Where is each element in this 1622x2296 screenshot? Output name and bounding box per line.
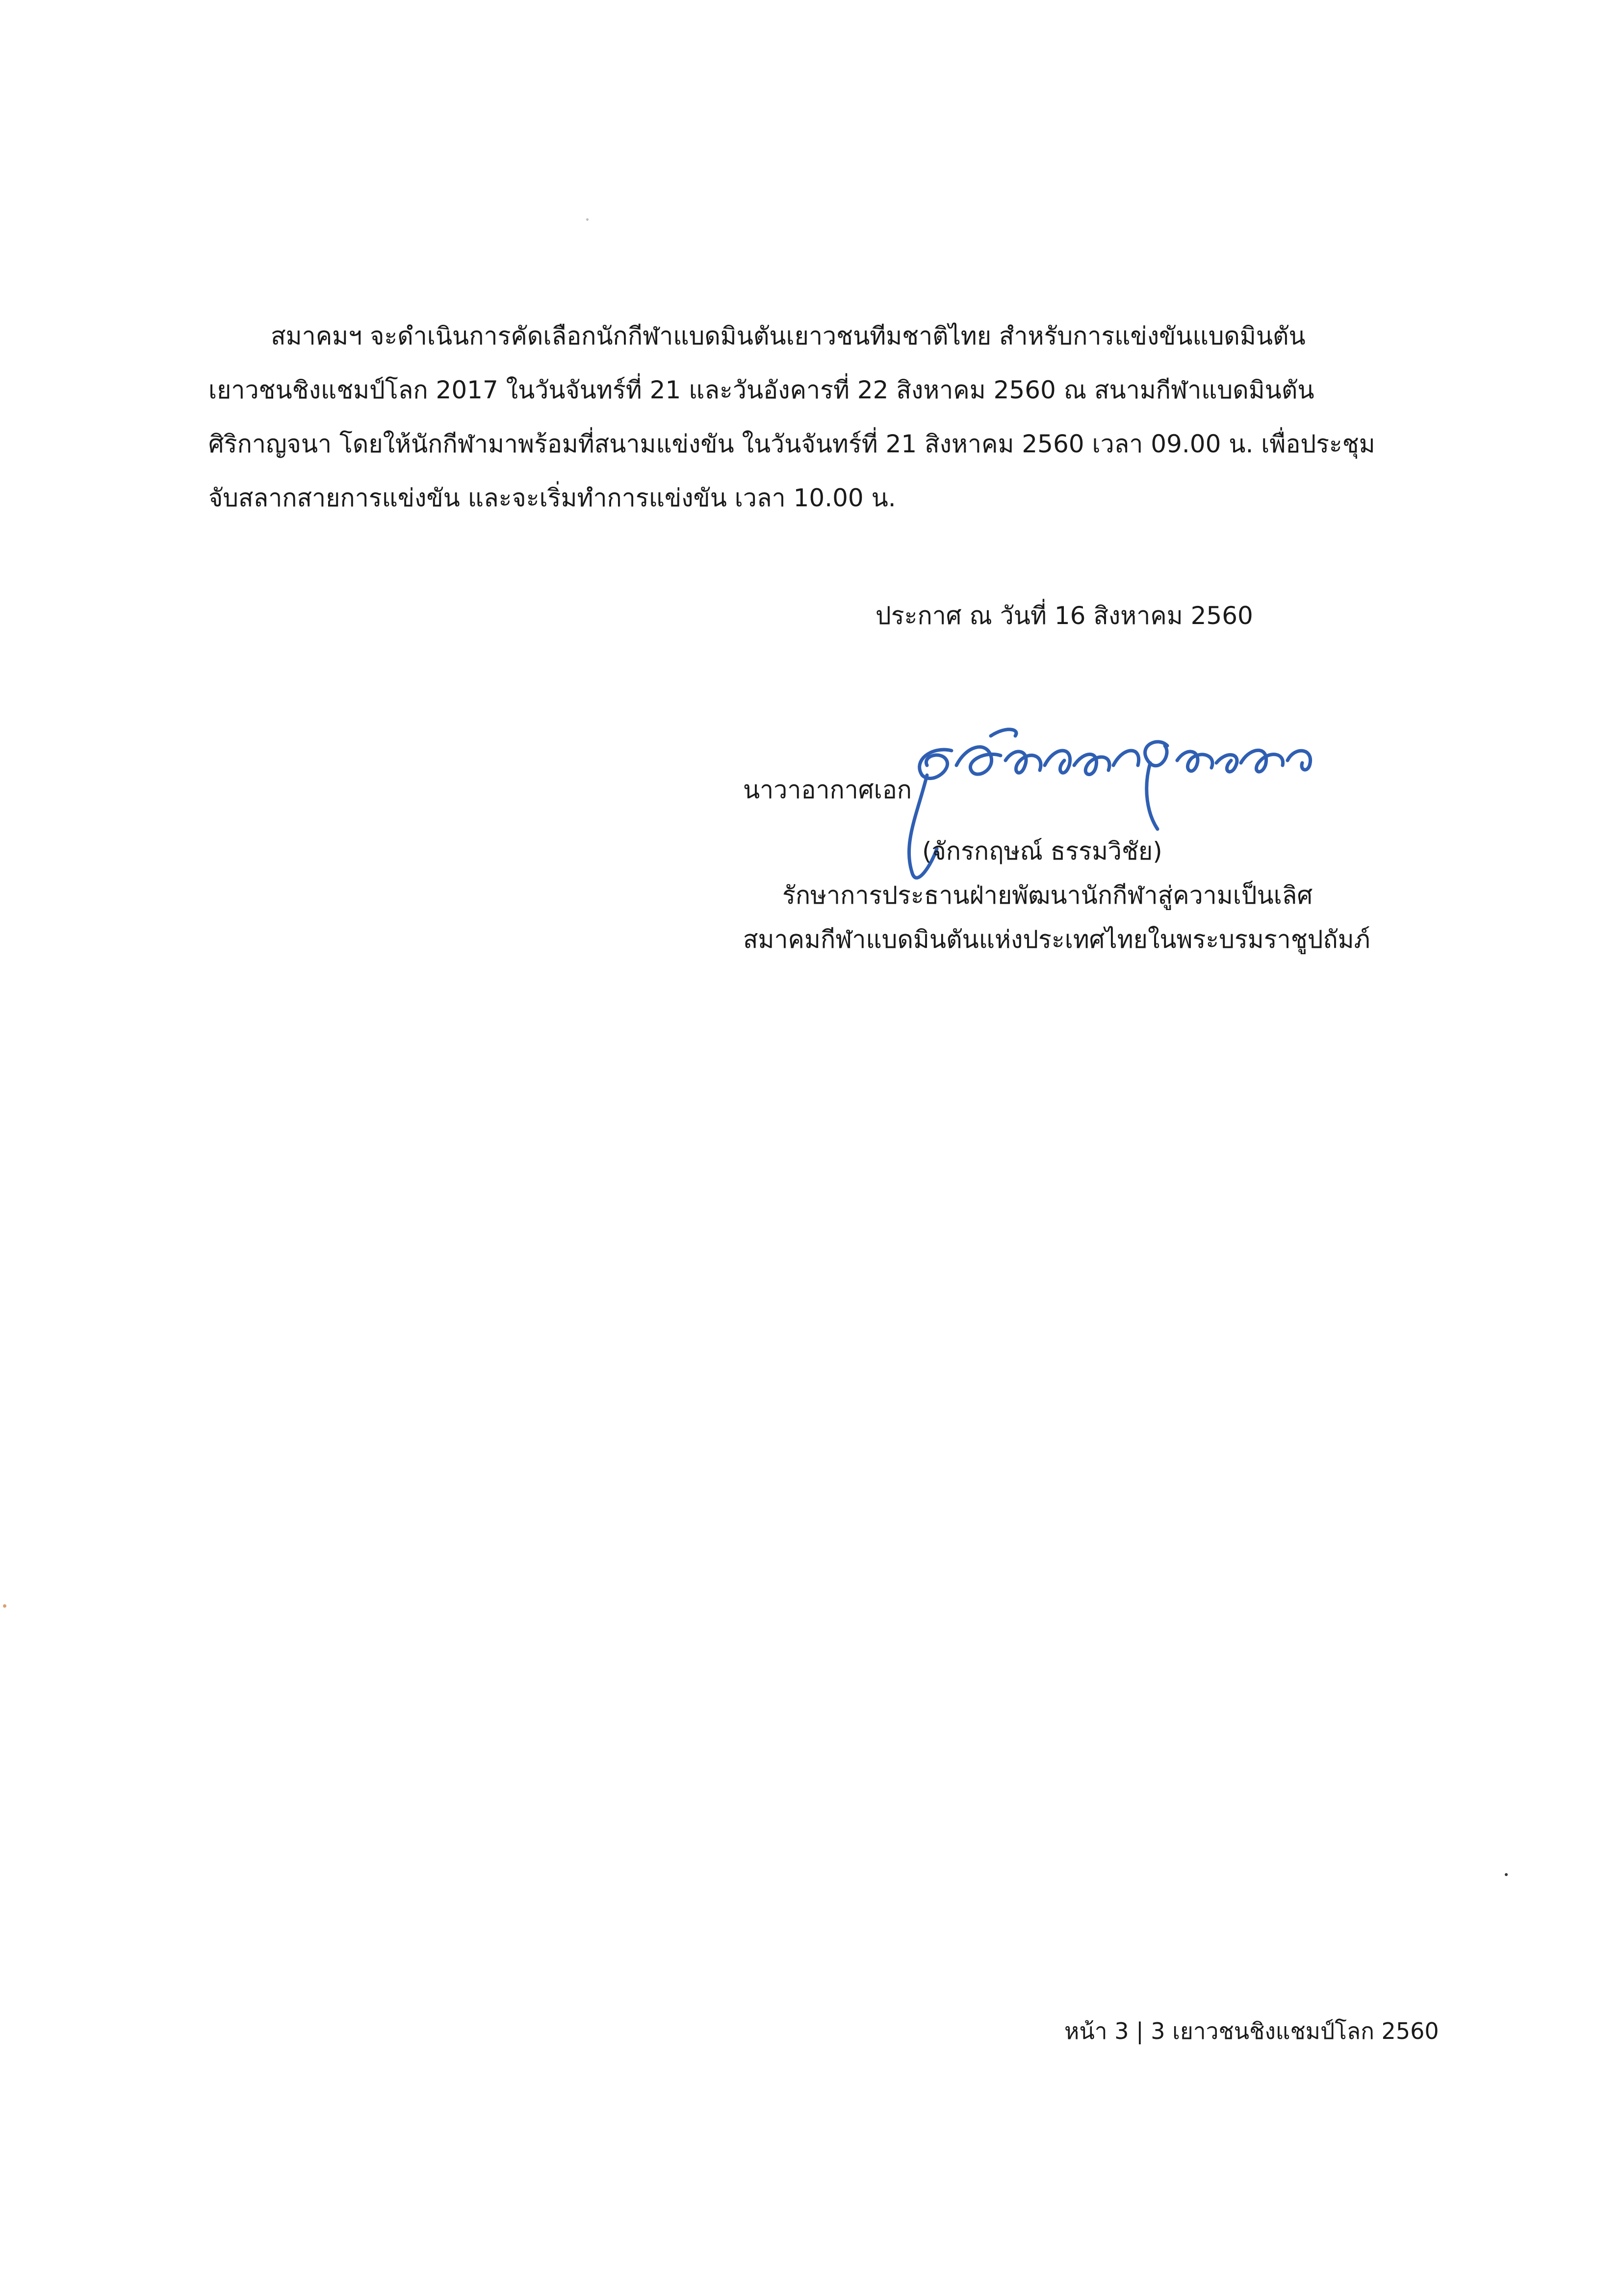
- scan-speck: [586, 218, 589, 221]
- body-line-4: จับสลากสายการแข่งขัน และจะเริ่มทำการแข่งขัน เวลา 10.00 น.: [208, 484, 896, 512]
- handwritten-signature: [893, 716, 1334, 903]
- signatory-organization: สมาคมกีฬาแบดมินตันแห่งประเทศไทยในพระบรมราชูปถัมภ์: [743, 925, 1370, 954]
- scan-speck: [3, 1604, 6, 1608]
- page-footer: หน้า 3 | 3 เยาวชนชิงแชมป์โลก 2560: [1064, 2018, 1439, 2044]
- signatory-name: (จักรกฤษณ์ ธรรมวิชัย): [922, 837, 1162, 865]
- body-line-1: สมาคมฯ จะดำเนินการคัดเลือกนักกีฬาแบดมินตันเยาวชนทีมชาติไทย สำหรับการแข่งขันแบดมินตัน: [208, 322, 1306, 350]
- body-line-3: ศิริกาญจนา โดยให้นักกีฬามาพร้อมที่สนามแข่งขัน ในวันจันทร์ที่ 21 สิงหาคม 2560 เวลา 09.00 น. เพื่อประชุม: [208, 430, 1375, 458]
- signatory-position: รักษาการประธานฝ่ายพัฒนานักกีฬาสู่ความเป็นเลิศ: [782, 881, 1313, 910]
- announcement-date: ประกาศ ณ วันที่ 16 สิงหาคม 2560: [875, 601, 1253, 630]
- body-paragraph: [208, 309, 1420, 525]
- scan-speck: [1505, 1873, 1508, 1876]
- signatory-rank: นาวาอากาศเอก: [743, 776, 912, 804]
- body-line-2: เยาวชนชิงแชมป์โลก 2017 ในวันจันทร์ที่ 21 และวันอังคารที่ 22 สิงหาคม 2560 ณ สนามกีฬาแบดมินตัน: [208, 376, 1314, 404]
